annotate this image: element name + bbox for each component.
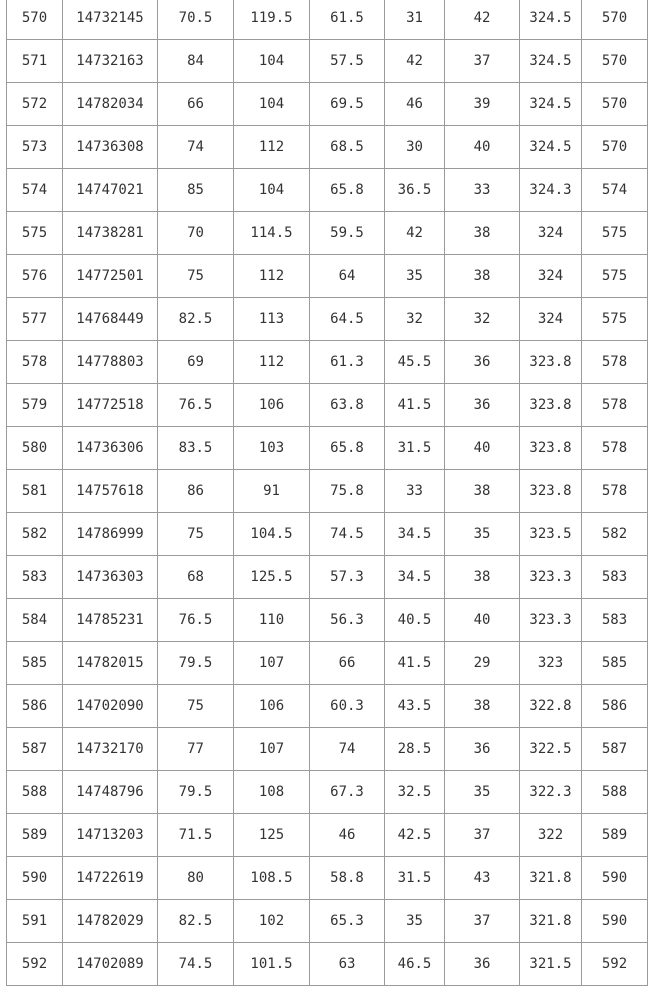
tied-rank-cell: 583 bbox=[582, 599, 648, 642]
score-table-container bbox=[6, 0, 648, 986]
tied-rank-cell: 570 bbox=[582, 126, 648, 169]
student-id-cell: 14772518 bbox=[63, 384, 158, 427]
tied-rank-cell: 582 bbox=[582, 513, 648, 556]
score-cell-4: 43.5 bbox=[385, 685, 445, 728]
table-row bbox=[7, 685, 648, 728]
student-id-cell: 14747021 bbox=[63, 169, 158, 212]
score-cell-3: 74.5 bbox=[310, 513, 385, 556]
score-cell-2: 101.5 bbox=[234, 943, 310, 986]
score-cell-1: 84 bbox=[158, 40, 234, 83]
table-row bbox=[7, 814, 648, 857]
score-cell-2: 110 bbox=[234, 599, 310, 642]
score-cell-1: 74.5 bbox=[158, 943, 234, 986]
score-cell-5: 38 bbox=[445, 685, 520, 728]
rank-cell: 582 bbox=[7, 513, 63, 556]
tied-rank-cell: 592 bbox=[582, 943, 648, 986]
score-cell-1: 71.5 bbox=[158, 814, 234, 857]
score-cell-5: 35 bbox=[445, 771, 520, 814]
rank-cell: 584 bbox=[7, 599, 63, 642]
score-cell-2: 112 bbox=[234, 341, 310, 384]
tied-rank-cell: 570 bbox=[582, 40, 648, 83]
total-score-cell: 324.5 bbox=[520, 0, 582, 40]
total-score-cell: 324.5 bbox=[520, 126, 582, 169]
score-cell-2: 91 bbox=[234, 470, 310, 513]
total-score-cell: 324 bbox=[520, 255, 582, 298]
student-id-cell: 14778803 bbox=[63, 341, 158, 384]
score-cell-3: 57.3 bbox=[310, 556, 385, 599]
score-cell-4: 31.5 bbox=[385, 427, 445, 470]
student-id-cell: 14722619 bbox=[63, 857, 158, 900]
score-cell-5: 35 bbox=[445, 513, 520, 556]
score-cell-1: 83.5 bbox=[158, 427, 234, 470]
score-cell-2: 125.5 bbox=[234, 556, 310, 599]
table-row bbox=[7, 341, 648, 384]
rank-cell: 571 bbox=[7, 40, 63, 83]
score-cell-2: 108 bbox=[234, 771, 310, 814]
score-cell-5: 36 bbox=[445, 341, 520, 384]
table-row bbox=[7, 212, 648, 255]
score-cell-1: 69 bbox=[158, 341, 234, 384]
score-cell-3: 64.5 bbox=[310, 298, 385, 341]
tied-rank-cell: 570 bbox=[582, 0, 648, 40]
score-cell-3: 59.5 bbox=[310, 212, 385, 255]
table-row bbox=[7, 857, 648, 900]
score-cell-4: 34.5 bbox=[385, 556, 445, 599]
table-row bbox=[7, 943, 648, 986]
student-id-cell: 14786999 bbox=[63, 513, 158, 556]
student-id-cell: 14732145 bbox=[63, 0, 158, 40]
score-cell-1: 82.5 bbox=[158, 298, 234, 341]
score-cell-4: 41.5 bbox=[385, 384, 445, 427]
total-score-cell: 323.5 bbox=[520, 513, 582, 556]
table-row bbox=[7, 255, 648, 298]
score-cell-2: 104 bbox=[234, 40, 310, 83]
table-row bbox=[7, 427, 648, 470]
score-cell-3: 63.8 bbox=[310, 384, 385, 427]
score-cell-5: 37 bbox=[445, 814, 520, 857]
tied-rank-cell: 589 bbox=[582, 814, 648, 857]
table-row bbox=[7, 126, 648, 169]
score-cell-5: 38 bbox=[445, 556, 520, 599]
rank-cell: 591 bbox=[7, 900, 63, 943]
score-cell-3: 68.5 bbox=[310, 126, 385, 169]
table-row bbox=[7, 40, 648, 83]
score-cell-4: 46.5 bbox=[385, 943, 445, 986]
score-cell-1: 82.5 bbox=[158, 900, 234, 943]
score-cell-1: 68 bbox=[158, 556, 234, 599]
score-cell-4: 42 bbox=[385, 212, 445, 255]
score-cell-1: 76.5 bbox=[158, 599, 234, 642]
score-cell-5: 40 bbox=[445, 126, 520, 169]
score-cell-5: 33 bbox=[445, 169, 520, 212]
tied-rank-cell: 575 bbox=[582, 255, 648, 298]
score-cell-4: 40.5 bbox=[385, 599, 445, 642]
student-id-cell: 14702090 bbox=[63, 685, 158, 728]
student-id-cell: 14732163 bbox=[63, 40, 158, 83]
score-cell-4: 31 bbox=[385, 0, 445, 40]
score-cell-5: 39 bbox=[445, 83, 520, 126]
score-cell-5: 37 bbox=[445, 40, 520, 83]
score-cell-4: 32.5 bbox=[385, 771, 445, 814]
rank-cell: 580 bbox=[7, 427, 63, 470]
table-row bbox=[7, 83, 648, 126]
student-id-cell: 14736306 bbox=[63, 427, 158, 470]
score-cell-1: 85 bbox=[158, 169, 234, 212]
table-row bbox=[7, 728, 648, 771]
score-cell-4: 35 bbox=[385, 900, 445, 943]
tied-rank-cell: 578 bbox=[582, 341, 648, 384]
student-id-cell: 14785231 bbox=[63, 599, 158, 642]
score-cell-4: 42 bbox=[385, 40, 445, 83]
student-id-cell: 14772501 bbox=[63, 255, 158, 298]
student-id-cell: 14768449 bbox=[63, 298, 158, 341]
score-cell-3: 63 bbox=[310, 943, 385, 986]
rank-cell: 589 bbox=[7, 814, 63, 857]
tied-rank-cell: 583 bbox=[582, 556, 648, 599]
score-cell-2: 107 bbox=[234, 642, 310, 685]
score-cell-4: 45.5 bbox=[385, 341, 445, 384]
score-cell-2: 125 bbox=[234, 814, 310, 857]
rank-cell: 592 bbox=[7, 943, 63, 986]
score-table bbox=[6, 0, 648, 986]
score-cell-3: 58.8 bbox=[310, 857, 385, 900]
tied-rank-cell: 574 bbox=[582, 169, 648, 212]
score-cell-3: 64 bbox=[310, 255, 385, 298]
tied-rank-cell: 590 bbox=[582, 900, 648, 943]
score-cell-3: 65.3 bbox=[310, 900, 385, 943]
total-score-cell: 323.3 bbox=[520, 599, 582, 642]
score-cell-3: 56.3 bbox=[310, 599, 385, 642]
tied-rank-cell: 586 bbox=[582, 685, 648, 728]
total-score-cell: 324.5 bbox=[520, 83, 582, 126]
rank-cell: 590 bbox=[7, 857, 63, 900]
total-score-cell: 321.8 bbox=[520, 857, 582, 900]
score-cell-3: 69.5 bbox=[310, 83, 385, 126]
tied-rank-cell: 590 bbox=[582, 857, 648, 900]
tied-rank-cell: 588 bbox=[582, 771, 648, 814]
score-cell-1: 66 bbox=[158, 83, 234, 126]
score-cell-4: 31.5 bbox=[385, 857, 445, 900]
score-cell-2: 108.5 bbox=[234, 857, 310, 900]
tied-rank-cell: 585 bbox=[582, 642, 648, 685]
total-score-cell: 324.5 bbox=[520, 40, 582, 83]
student-id-cell: 14732170 bbox=[63, 728, 158, 771]
tied-rank-cell: 575 bbox=[582, 212, 648, 255]
score-cell-5: 36 bbox=[445, 943, 520, 986]
table-row bbox=[7, 900, 648, 943]
score-cell-3: 61.3 bbox=[310, 341, 385, 384]
score-cell-4: 34.5 bbox=[385, 513, 445, 556]
score-cell-5: 38 bbox=[445, 470, 520, 513]
total-score-cell: 324.3 bbox=[520, 169, 582, 212]
total-score-cell: 322.8 bbox=[520, 685, 582, 728]
total-score-cell: 324 bbox=[520, 212, 582, 255]
score-cell-5: 43 bbox=[445, 857, 520, 900]
score-cell-1: 74 bbox=[158, 126, 234, 169]
score-cell-1: 70 bbox=[158, 212, 234, 255]
student-id-cell: 14757618 bbox=[63, 470, 158, 513]
rank-cell: 574 bbox=[7, 169, 63, 212]
tied-rank-cell: 570 bbox=[582, 83, 648, 126]
student-id-cell: 14736303 bbox=[63, 556, 158, 599]
rank-cell: 579 bbox=[7, 384, 63, 427]
score-cell-4: 46 bbox=[385, 83, 445, 126]
table-row bbox=[7, 642, 648, 685]
score-cell-3: 46 bbox=[310, 814, 385, 857]
total-score-cell: 321.5 bbox=[520, 943, 582, 986]
score-cell-1: 79.5 bbox=[158, 771, 234, 814]
score-cell-3: 75.8 bbox=[310, 470, 385, 513]
rank-cell: 587 bbox=[7, 728, 63, 771]
score-cell-1: 70.5 bbox=[158, 0, 234, 40]
table-row bbox=[7, 599, 648, 642]
tied-rank-cell: 578 bbox=[582, 427, 648, 470]
total-score-cell: 323.3 bbox=[520, 556, 582, 599]
total-score-cell: 321.8 bbox=[520, 900, 582, 943]
score-cell-3: 67.3 bbox=[310, 771, 385, 814]
tied-rank-cell: 587 bbox=[582, 728, 648, 771]
score-cell-2: 119.5 bbox=[234, 0, 310, 40]
rank-cell: 572 bbox=[7, 83, 63, 126]
table-row bbox=[7, 0, 648, 40]
score-cell-2: 112 bbox=[234, 126, 310, 169]
rank-cell: 585 bbox=[7, 642, 63, 685]
total-score-cell: 323.8 bbox=[520, 384, 582, 427]
score-cell-5: 40 bbox=[445, 599, 520, 642]
student-id-cell: 14782034 bbox=[63, 83, 158, 126]
total-score-cell: 323.8 bbox=[520, 470, 582, 513]
student-id-cell: 14702089 bbox=[63, 943, 158, 986]
score-cell-3: 57.5 bbox=[310, 40, 385, 83]
student-id-cell: 14782029 bbox=[63, 900, 158, 943]
score-cell-2: 107 bbox=[234, 728, 310, 771]
table-row bbox=[7, 513, 648, 556]
table-row bbox=[7, 556, 648, 599]
student-id-cell: 14713203 bbox=[63, 814, 158, 857]
student-id-cell: 14748796 bbox=[63, 771, 158, 814]
score-cell-4: 36.5 bbox=[385, 169, 445, 212]
score-cell-5: 29 bbox=[445, 642, 520, 685]
tied-rank-cell: 578 bbox=[582, 470, 648, 513]
score-cell-3: 74 bbox=[310, 728, 385, 771]
rank-cell: 577 bbox=[7, 298, 63, 341]
total-score-cell: 323.8 bbox=[520, 427, 582, 470]
student-id-cell: 14782015 bbox=[63, 642, 158, 685]
score-cell-1: 86 bbox=[158, 470, 234, 513]
score-cell-4: 32 bbox=[385, 298, 445, 341]
total-score-cell: 322.5 bbox=[520, 728, 582, 771]
total-score-cell: 323.8 bbox=[520, 341, 582, 384]
score-cell-5: 32 bbox=[445, 298, 520, 341]
score-cell-5: 40 bbox=[445, 427, 520, 470]
table-row bbox=[7, 384, 648, 427]
student-id-cell: 14738281 bbox=[63, 212, 158, 255]
score-cell-2: 106 bbox=[234, 384, 310, 427]
rank-cell: 575 bbox=[7, 212, 63, 255]
score-cell-1: 76.5 bbox=[158, 384, 234, 427]
score-cell-5: 38 bbox=[445, 212, 520, 255]
score-cell-5: 38 bbox=[445, 255, 520, 298]
score-cell-2: 102 bbox=[234, 900, 310, 943]
rank-cell: 570 bbox=[7, 0, 63, 40]
table-row bbox=[7, 298, 648, 341]
score-cell-4: 35 bbox=[385, 255, 445, 298]
score-cell-1: 75 bbox=[158, 255, 234, 298]
score-cell-1: 75 bbox=[158, 513, 234, 556]
score-cell-3: 61.5 bbox=[310, 0, 385, 40]
score-cell-1: 75 bbox=[158, 685, 234, 728]
score-cell-4: 30 bbox=[385, 126, 445, 169]
score-cell-3: 60.3 bbox=[310, 685, 385, 728]
total-score-cell: 323 bbox=[520, 642, 582, 685]
rank-cell: 573 bbox=[7, 126, 63, 169]
score-cell-4: 28.5 bbox=[385, 728, 445, 771]
score-cell-4: 42.5 bbox=[385, 814, 445, 857]
score-cell-2: 106 bbox=[234, 685, 310, 728]
score-cell-4: 41.5 bbox=[385, 642, 445, 685]
total-score-cell: 324 bbox=[520, 298, 582, 341]
score-cell-2: 104 bbox=[234, 169, 310, 212]
score-cell-3: 65.8 bbox=[310, 169, 385, 212]
score-cell-3: 66 bbox=[310, 642, 385, 685]
score-cell-2: 112 bbox=[234, 255, 310, 298]
total-score-cell: 322 bbox=[520, 814, 582, 857]
score-cell-2: 103 bbox=[234, 427, 310, 470]
score-cell-5: 37 bbox=[445, 900, 520, 943]
total-score-cell: 322.3 bbox=[520, 771, 582, 814]
table-row bbox=[7, 470, 648, 513]
score-cell-5: 36 bbox=[445, 384, 520, 427]
rank-cell: 588 bbox=[7, 771, 63, 814]
tied-rank-cell: 575 bbox=[582, 298, 648, 341]
score-table-body bbox=[7, 0, 648, 986]
score-cell-1: 80 bbox=[158, 857, 234, 900]
score-cell-5: 36 bbox=[445, 728, 520, 771]
rank-cell: 578 bbox=[7, 341, 63, 384]
rank-cell: 576 bbox=[7, 255, 63, 298]
score-cell-5: 42 bbox=[445, 0, 520, 40]
rank-cell: 586 bbox=[7, 685, 63, 728]
score-cell-2: 104 bbox=[234, 83, 310, 126]
tied-rank-cell: 578 bbox=[582, 384, 648, 427]
score-cell-4: 33 bbox=[385, 470, 445, 513]
score-cell-1: 77 bbox=[158, 728, 234, 771]
score-cell-2: 104.5 bbox=[234, 513, 310, 556]
rank-cell: 581 bbox=[7, 470, 63, 513]
rank-cell: 583 bbox=[7, 556, 63, 599]
table-row bbox=[7, 771, 648, 814]
score-cell-1: 79.5 bbox=[158, 642, 234, 685]
student-id-cell: 14736308 bbox=[63, 126, 158, 169]
score-cell-2: 113 bbox=[234, 298, 310, 341]
score-cell-2: 114.5 bbox=[234, 212, 310, 255]
score-cell-3: 65.8 bbox=[310, 427, 385, 470]
table-row bbox=[7, 169, 648, 212]
